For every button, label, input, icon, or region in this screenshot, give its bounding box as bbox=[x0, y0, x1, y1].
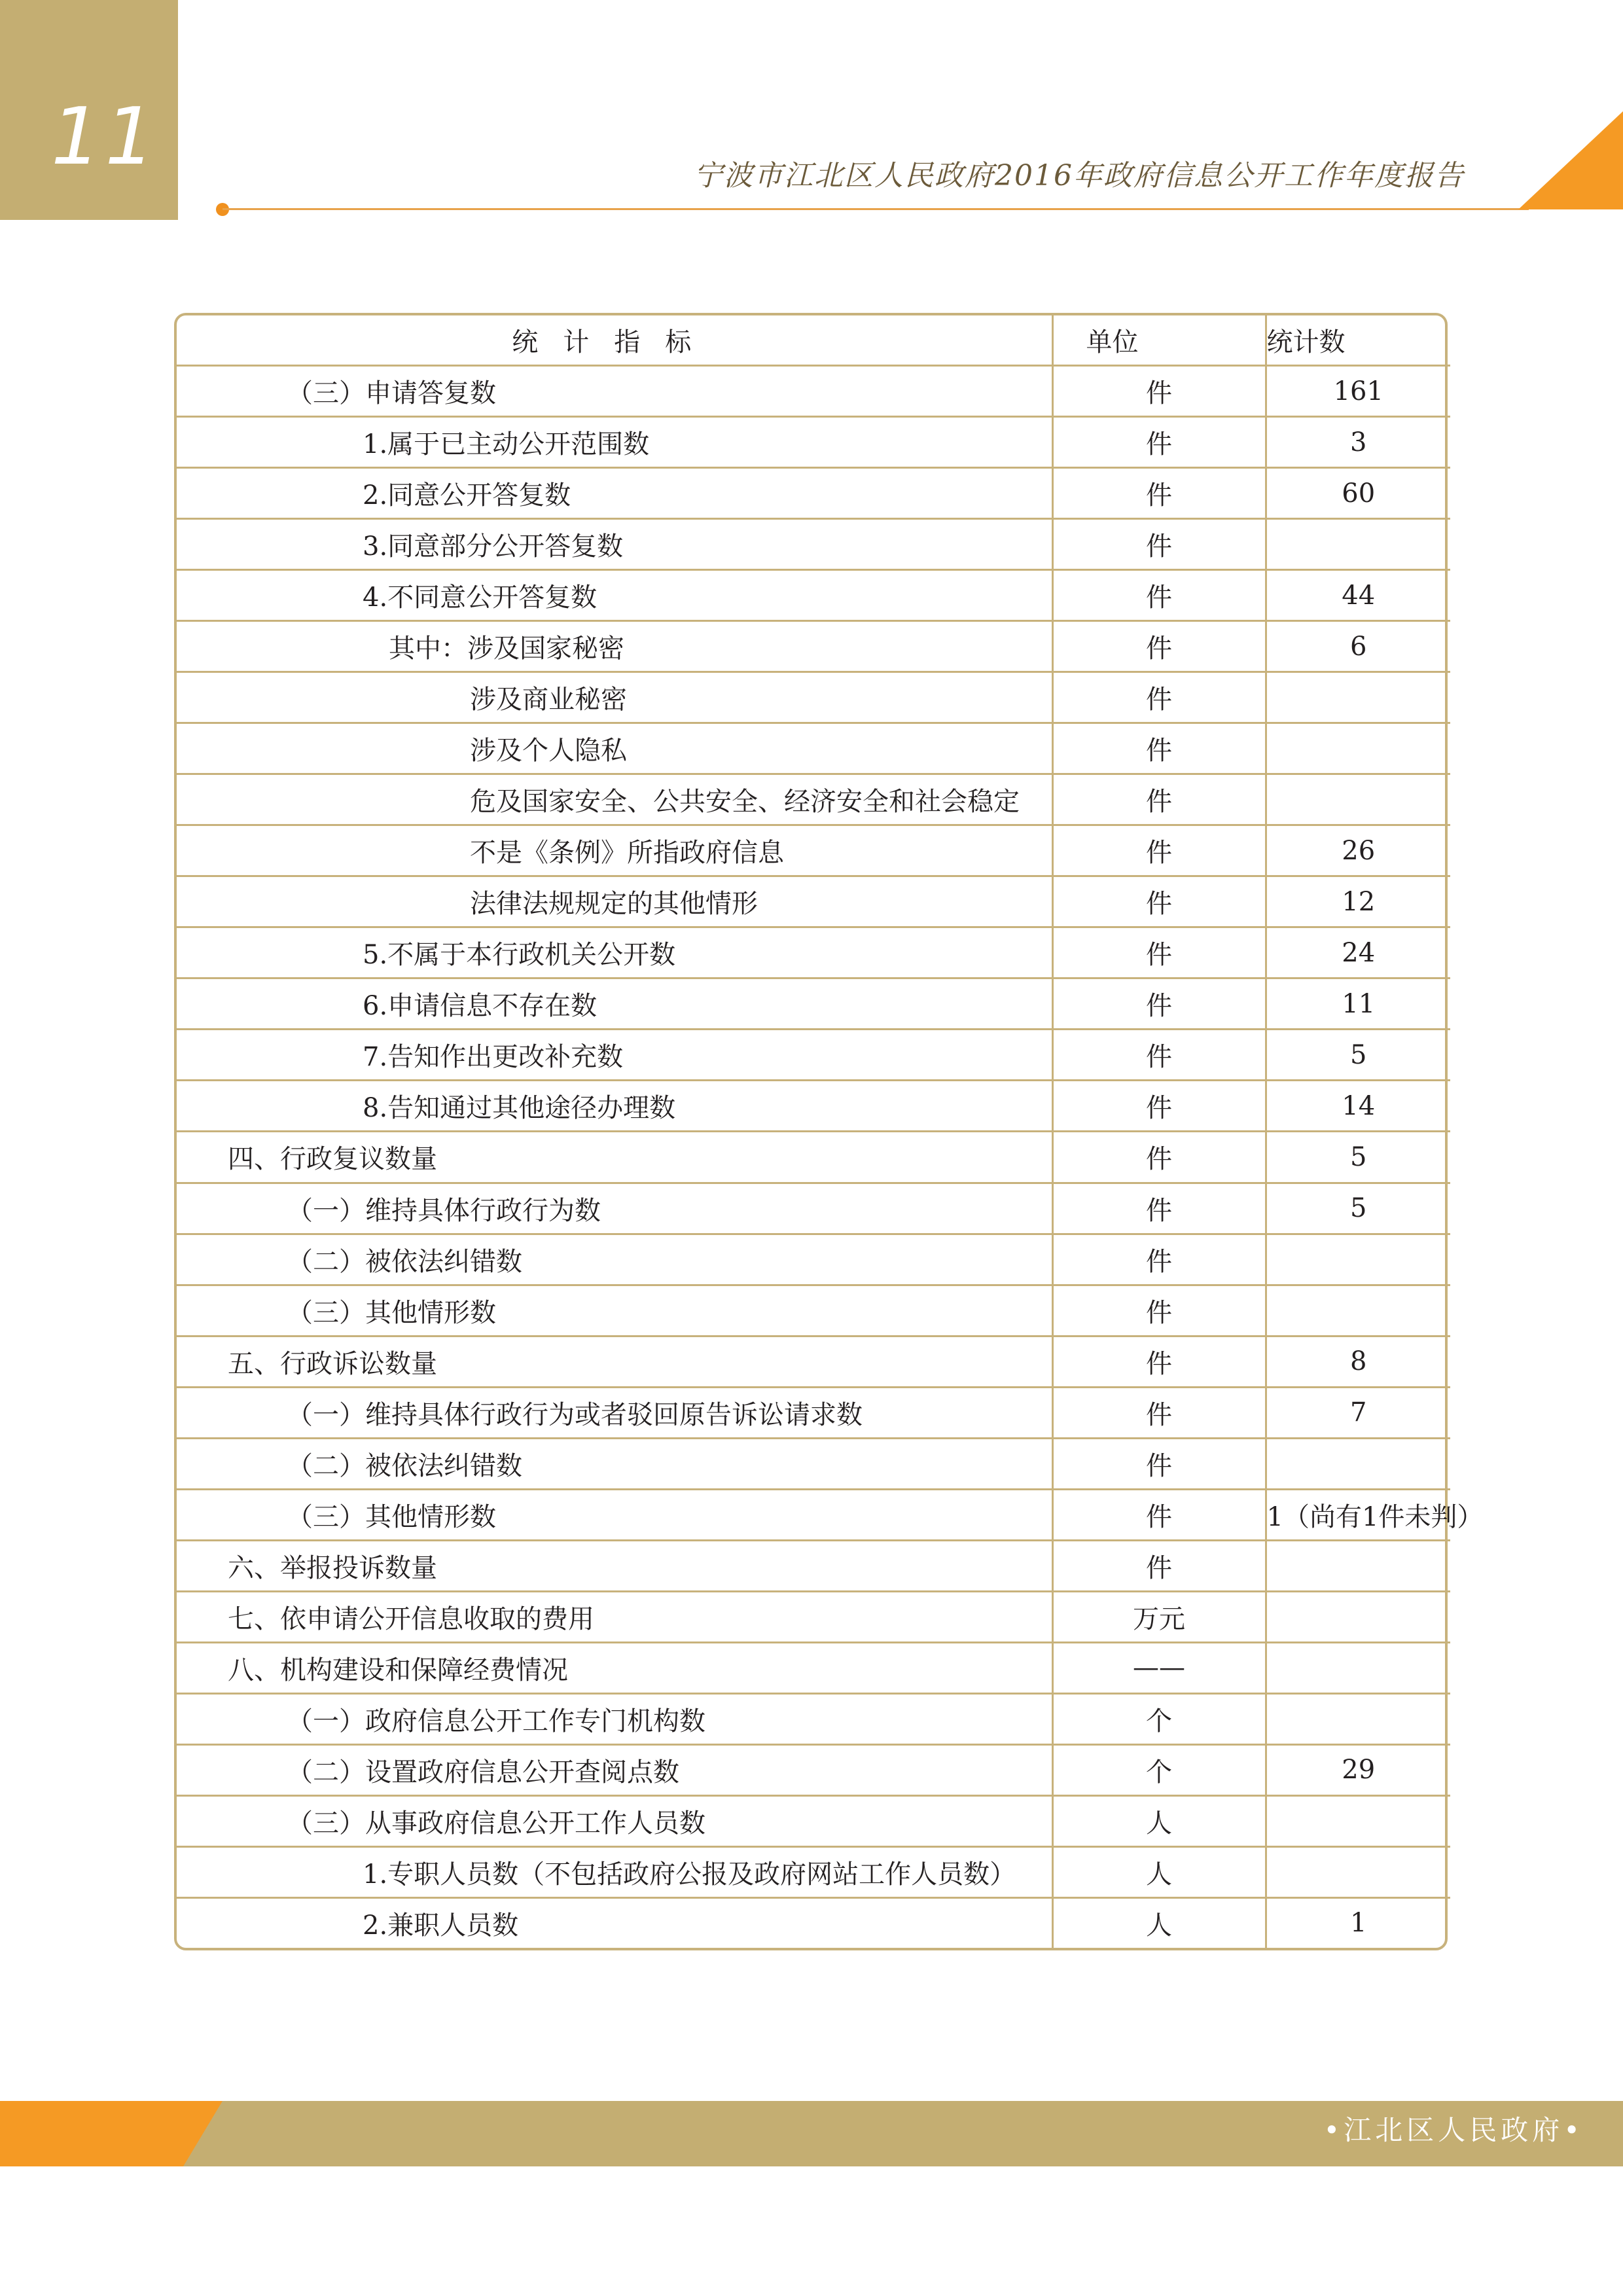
cell-name: 六、举报投诉数量 bbox=[177, 1540, 1052, 1591]
cell-unit: 件 bbox=[1052, 876, 1266, 927]
cell-value bbox=[1266, 1693, 1450, 1744]
table-row bbox=[177, 1030, 1450, 1081]
cell-unit: 件 bbox=[1052, 927, 1266, 978]
cell-unit: 个 bbox=[1052, 1693, 1266, 1744]
cell-unit: 人 bbox=[1052, 1897, 1266, 1948]
cell-name: （一）维持具体行政行为数 bbox=[177, 1183, 1052, 1234]
cell-unit: 件 bbox=[1052, 366, 1266, 417]
table-row bbox=[177, 1540, 1450, 1591]
table-row bbox=[177, 1081, 1450, 1132]
cell-value: 1 bbox=[1266, 1897, 1450, 1948]
cell-unit: 件 bbox=[1052, 621, 1266, 672]
cell-value: 7 bbox=[1266, 1387, 1450, 1438]
header-corner-decoration bbox=[1518, 111, 1623, 209]
cell-unit: 件 bbox=[1052, 825, 1266, 876]
cell-name: 1.属于已主动公开范围数 bbox=[177, 417, 1052, 468]
cell-name: 2.同意公开答复数 bbox=[177, 468, 1052, 519]
cell-unit: 件 bbox=[1052, 519, 1266, 570]
footer-org-name: •江北区人民政府• bbox=[1323, 2114, 1584, 2146]
cell-value: 14 bbox=[1266, 1081, 1450, 1132]
cell-unit: 件 bbox=[1052, 978, 1266, 1030]
cell-unit: 件 bbox=[1052, 417, 1266, 468]
cell-unit: 件 bbox=[1052, 1285, 1266, 1336]
cell-value bbox=[1266, 723, 1450, 774]
cell-name: 不是《条例》所指政府信息 bbox=[177, 825, 1052, 876]
cell-unit: 件 bbox=[1052, 1234, 1266, 1285]
cell-value bbox=[1266, 1234, 1450, 1285]
cell-value bbox=[1266, 774, 1450, 825]
table-row bbox=[177, 1285, 1450, 1336]
cell-name: 其中：涉及国家秘密 bbox=[177, 621, 1052, 672]
cell-value: 5 bbox=[1266, 1030, 1450, 1081]
cell-name: （三）其他情形数 bbox=[177, 1285, 1052, 1336]
cell-name: 涉及商业秘密 bbox=[177, 672, 1052, 723]
table-row bbox=[177, 621, 1450, 672]
cell-name: （一）维持具体行政行为或者驳回原告诉讼请求数 bbox=[177, 1387, 1052, 1438]
cell-unit: 件 bbox=[1052, 723, 1266, 774]
cell-value bbox=[1266, 1846, 1450, 1897]
cell-unit: 件 bbox=[1052, 1387, 1266, 1438]
cell-value bbox=[1266, 1642, 1450, 1693]
cell-unit: —— bbox=[1052, 1642, 1266, 1693]
table-row bbox=[177, 1132, 1450, 1183]
cell-name: 2.兼职人员数 bbox=[177, 1897, 1052, 1948]
header-indicator: 统计指标 bbox=[177, 315, 1052, 366]
cell-name: 7.告知作出更改补充数 bbox=[177, 1030, 1052, 1081]
cell-unit: 件 bbox=[1052, 1438, 1266, 1489]
table-row bbox=[177, 1744, 1450, 1795]
table-row bbox=[177, 1693, 1450, 1744]
cell-name: 4.不同意公开答复数 bbox=[177, 570, 1052, 621]
cell-name: （二）被依法纠错数 bbox=[177, 1438, 1052, 1489]
cell-value bbox=[1266, 1591, 1450, 1642]
table-row bbox=[177, 1438, 1450, 1489]
table-row bbox=[177, 927, 1450, 978]
cell-name: 八、机构建设和保障经费情况 bbox=[177, 1642, 1052, 1693]
cell-value: 60 bbox=[1266, 468, 1450, 519]
cell-name: 法律法规规定的其他情形 bbox=[177, 876, 1052, 927]
cell-name: （三）申请答复数 bbox=[177, 366, 1052, 417]
table-row bbox=[177, 672, 1450, 723]
table-row bbox=[177, 1897, 1450, 1948]
table-row bbox=[177, 1489, 1450, 1540]
table-row bbox=[177, 417, 1450, 468]
cell-unit: 件 bbox=[1052, 1540, 1266, 1591]
cell-name: 8.告知通过其他途径办理数 bbox=[177, 1081, 1052, 1132]
cell-value bbox=[1266, 519, 1450, 570]
statistics-table bbox=[177, 315, 1484, 1948]
table-body bbox=[177, 366, 1484, 1948]
cell-value bbox=[1266, 672, 1450, 723]
cell-unit: 件 bbox=[1052, 1081, 1266, 1132]
cell-value bbox=[1266, 1795, 1450, 1846]
statistics-table-frame bbox=[174, 313, 1484, 1950]
table-row bbox=[177, 774, 1450, 825]
cell-name: （二）被依法纠错数 bbox=[177, 1234, 1052, 1285]
cell-unit: 件 bbox=[1052, 1132, 1266, 1183]
cell-value: 3 bbox=[1266, 417, 1450, 468]
table-row bbox=[177, 1234, 1450, 1285]
table-row bbox=[177, 825, 1450, 876]
page-number-block bbox=[0, 0, 178, 220]
table-row bbox=[177, 519, 1450, 570]
cell-value: 1（尚有1件未判） bbox=[1266, 1489, 1450, 1540]
cell-value bbox=[1266, 1540, 1450, 1591]
cell-unit: 万元 bbox=[1052, 1591, 1266, 1642]
cell-value: 29 bbox=[1266, 1744, 1450, 1795]
cell-value: 5 bbox=[1266, 1183, 1450, 1234]
cell-name: 6.申请信息不存在数 bbox=[177, 978, 1052, 1030]
footer-orange-decoration bbox=[0, 2101, 183, 2166]
cell-value: 161 bbox=[1266, 366, 1450, 417]
cell-name: 五、行政诉讼数量 bbox=[177, 1336, 1052, 1387]
footer-orange-edge bbox=[183, 2101, 223, 2166]
table-row bbox=[177, 1591, 1450, 1642]
table-row bbox=[177, 1795, 1450, 1846]
table-row bbox=[177, 366, 1450, 417]
cell-name: 危及国家安全、公共安全、经济安全和社会稳定 bbox=[177, 774, 1052, 825]
table-row bbox=[177, 468, 1450, 519]
table-row bbox=[177, 978, 1450, 1030]
cell-name: （一）政府信息公开工作专门机构数 bbox=[177, 1693, 1052, 1744]
cell-unit: 件 bbox=[1052, 1489, 1266, 1540]
header-title: 宁波市江北区人民政府2016年政府信息公开工作年度报告 bbox=[694, 159, 1465, 192]
cell-value: 11 bbox=[1266, 978, 1450, 1030]
cell-name: （二）设置政府信息公开查阅点数 bbox=[177, 1744, 1052, 1795]
table-row bbox=[177, 1387, 1450, 1438]
cell-value bbox=[1266, 1438, 1450, 1489]
cell-name: （三）从事政府信息公开工作人员数 bbox=[177, 1795, 1052, 1846]
table-row bbox=[177, 723, 1450, 774]
page-number: 11 bbox=[51, 92, 159, 183]
header-unit: 单位 bbox=[1052, 315, 1266, 366]
cell-value: 24 bbox=[1266, 927, 1450, 978]
cell-value: 8 bbox=[1266, 1336, 1450, 1387]
cell-value bbox=[1266, 1285, 1450, 1336]
cell-unit: 件 bbox=[1052, 468, 1266, 519]
cell-value: 26 bbox=[1266, 825, 1450, 876]
table-row bbox=[177, 1846, 1450, 1897]
header-rule bbox=[223, 208, 1529, 210]
cell-unit: 件 bbox=[1052, 570, 1266, 621]
table-row bbox=[177, 1642, 1450, 1693]
cell-unit: 个 bbox=[1052, 1744, 1266, 1795]
cell-unit: 件 bbox=[1052, 1336, 1266, 1387]
cell-name: 5.不属于本行政机关公开数 bbox=[177, 927, 1052, 978]
cell-name: 四、行政复议数量 bbox=[177, 1132, 1052, 1183]
table-row bbox=[177, 570, 1450, 621]
cell-name: 七、依申请公开信息收取的费用 bbox=[177, 1591, 1052, 1642]
cell-name: 涉及个人隐私 bbox=[177, 723, 1052, 774]
cell-value: 5 bbox=[1266, 1132, 1450, 1183]
cell-unit: 件 bbox=[1052, 774, 1266, 825]
cell-unit: 件 bbox=[1052, 1183, 1266, 1234]
cell-name: 1.专职人员数（不包括政府公报及政府网站工作人员数） bbox=[177, 1846, 1052, 1897]
header-value: 统计数 bbox=[1266, 315, 1450, 366]
table-row bbox=[177, 876, 1450, 927]
table-header-row bbox=[177, 315, 1450, 366]
cell-name: 3.同意部分公开答复数 bbox=[177, 519, 1052, 570]
cell-unit: 人 bbox=[1052, 1846, 1266, 1897]
cell-name: （三）其他情形数 bbox=[177, 1489, 1052, 1540]
table-row bbox=[177, 1183, 1450, 1234]
cell-unit: 件 bbox=[1052, 1030, 1266, 1081]
table-row bbox=[177, 1336, 1450, 1387]
cell-value: 6 bbox=[1266, 621, 1450, 672]
cell-unit: 人 bbox=[1052, 1795, 1266, 1846]
cell-value: 12 bbox=[1266, 876, 1450, 927]
cell-unit: 件 bbox=[1052, 672, 1266, 723]
cell-value: 44 bbox=[1266, 570, 1450, 621]
